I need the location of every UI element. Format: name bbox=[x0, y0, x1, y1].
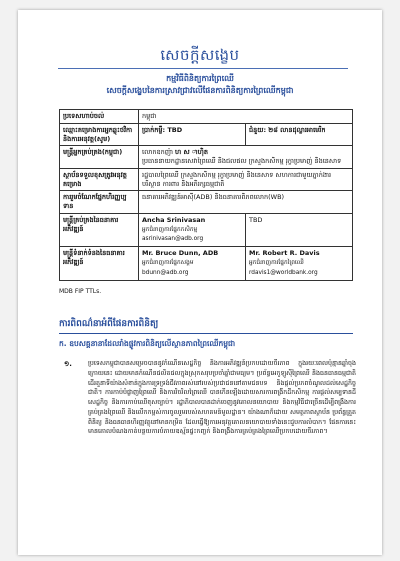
funder-label: ការរួមចំណែកផ្នែកហិរញ្ញប្បទាន bbox=[60, 191, 139, 214]
contact1-name: Mr. Bruce Dunn, ADB bbox=[142, 249, 219, 258]
country-value: កម្ពុជា bbox=[139, 110, 353, 124]
lead-name: ហ ស ាហ៊ិត bbox=[175, 148, 208, 157]
contact1-email[interactable]: bdunn@adb.org bbox=[142, 269, 189, 276]
manager-label: មន្ត្រីគ្រប់គ្រងនៃធនាគារ អភិវឌ្ឍន៍ bbox=[60, 213, 139, 246]
table-row bbox=[60, 168, 353, 191]
table-row bbox=[60, 247, 353, 280]
manager-tbd: TBD bbox=[246, 213, 353, 246]
document-page bbox=[18, 10, 382, 555]
document-subtitle: សេចក្ដីសង្ខេបនៃការស្រាវជ្រាវលើផែនការពិនិត្យការព្រៃឈើកម្ពុជា bbox=[106, 86, 294, 95]
agency-value: រដ្ឋបាលព្រៃឈើ ក្រសួងកសិកម្ម រុក្ខាប្រមាញ់ និងនេសាទ សហការជាមួយភ្នាក់ងារបរិស្ថាន ការពារ និងអភិរក្សធម្មជាតិ bbox=[139, 168, 353, 191]
manager-name: Ancha Srinivasan bbox=[142, 215, 206, 224]
funder-value: ធនាគារអភិវឌ្ឍន៍អាស៊ី(ADB) និងធនាគារពិភពលោក(WB) bbox=[139, 191, 353, 214]
project-label: ឈ្មោះគម្រោងការអ្នកឆ្លុះថវិកា និងការអនុវត្ត(សូម) bbox=[60, 123, 139, 146]
lead-org: ប្រធាននាយកដ្ឋានសេវាព្រៃឈើ និងជលផល ក្រសួងកសិកម្ម រុក្ខាប្រមាញ់ និងនេសាទ bbox=[142, 157, 342, 166]
lead-label: មន្ត្រីអ្នកគ្រប់គ្រង(កម្ពុជា) bbox=[60, 146, 139, 169]
manager-email[interactable]: asrinivasan@adb.org bbox=[142, 236, 204, 243]
paragraph-number: ១. bbox=[64, 360, 72, 368]
contacts-label: មន្ត្រីទំនាក់ទំនងនៃធនាគារ អភិវឌ្ឍន៍ bbox=[60, 247, 139, 280]
contact2-email[interactable]: rdavis1@worldbank.org bbox=[249, 269, 318, 276]
table-row bbox=[60, 191, 353, 214]
section-heading: ការពិពណ៌នាអំពីផែនការពិនិត្យ bbox=[59, 319, 159, 329]
contact2-name: Mr. Robert R. Davis bbox=[249, 249, 320, 258]
program-name: កម្មវិធីពិនិត្យការព្រៃឈើ bbox=[166, 74, 234, 83]
manager-title: អ្នកជំនាញការផ្នែកកសិកម្ម bbox=[142, 226, 198, 233]
contact1-title: អ្នកជំនាញការផ្នែកសង្គម bbox=[142, 260, 194, 267]
contact2-cell bbox=[246, 247, 353, 280]
grant-amount: ជំនួយ: ២៨ លានដុល្លារអាមេរិក bbox=[246, 123, 353, 146]
subsection-heading: ក. ឧបសគ្គនានាដែលរាំងផ្លូវការពិនិត្យលើស្ថានភាពព្រៃឈើកម្ពុជា bbox=[59, 339, 236, 348]
country-label: ប្រទេសហាប់ចល់ bbox=[60, 110, 139, 124]
footer-note: MDB FIP TTLs. bbox=[59, 288, 102, 295]
table-row bbox=[60, 146, 353, 169]
project-info-table bbox=[59, 109, 353, 281]
title-divider bbox=[58, 68, 348, 69]
table-row bbox=[60, 110, 353, 124]
manager-cell bbox=[139, 213, 246, 246]
lead-prefix: លោកឧកញ៉ា bbox=[142, 148, 173, 157]
document-title: សេចក្ដីសង្ខេប bbox=[160, 46, 240, 64]
contact2-title: អ្នកជំនាញការផ្នែកព្រៃឈើ bbox=[249, 260, 304, 267]
body-paragraph: ប្រទេសកម្ពុជាបានសម្រេចបាននូវកំណើនសេដ្ឋកិច្ច និងការអភិវឌ្ឍន៍ប្រកបដោយចីរភាព ក្នុងរយៈពេលប៉ុន្មានឆ្នាំចុងក្រោយនេះ ដោយមានកំណើនផលិតផលក្នុងស្រុកសរុបប្រចាំឆ្នាំជាមធ្យម។ ប្រព័ន្ធអេកូឡូស៊ីព្រៃឈើ និងធនធានធម្មជាតិ ដើរតួនាទីយ៉ាងសំខាន់ក្នុងការទ្រទ្រង់ជីវភាពរស់នៅរបស់ប្រជាជននៅតាមជនបទ និងផ្តល់ប្រភពចំណូលដល់សេដ្ឋកិច្ចជាតិ។ ការកាប់បំផ្លាញព្រៃឈើ និងការរិចរិលព្រៃឈើ បានកើនឡើងដោយសារការពង្រីកដីកសិកម្ម ការផ្តល់សម្បទានដីសេដ្ឋកិច្ច និងការកាប់ឈើខុសច្បាប់។ រដ្ឋាភិបាលបានដាក់ចេញនូវគោលនយោបាយ និងកម្មវិធីជាច្រើនដើម្បីពង្រឹងការគ្រប់គ្រងព្រៃឈើ និងលើកកម្ពស់ការចូលរួមរបស់សហគមន៍មូលដ្ឋាន។ យ៉ាងណាក៏ដោយ សមត្ថភាពស្ថាប័ន ប្រព័ន្ធត្រួតពិនិត្យ និងធនធានហិរញ្ញវត្ថុនៅមានកម្រិត ដែលធ្វើឱ្យការអនុវត្តគោលនយោបាយទាំងនេះជួបការលំបាក។ ផែនការនេះមានគោលបំណងកាត់បន្ថយការបំភាយឧស្ម័នផ្ទះកញ្ចក់ និងពង្រឹងការគ្រប់គ្រងព្រៃឈើប្រកបដោយចីរភាព។ bbox=[88, 360, 356, 436]
lead-cell bbox=[139, 146, 353, 169]
agency-label: ស្ថាប័នទទួលខុសត្រូវអនុវត្តគម្រោង bbox=[60, 168, 139, 191]
contact1-cell bbox=[139, 247, 246, 280]
table-row bbox=[60, 213, 353, 246]
section-divider bbox=[59, 333, 353, 334]
loan-amount: ប្រាក់កម្ចី: TBD bbox=[139, 123, 246, 146]
table-row bbox=[60, 123, 353, 146]
